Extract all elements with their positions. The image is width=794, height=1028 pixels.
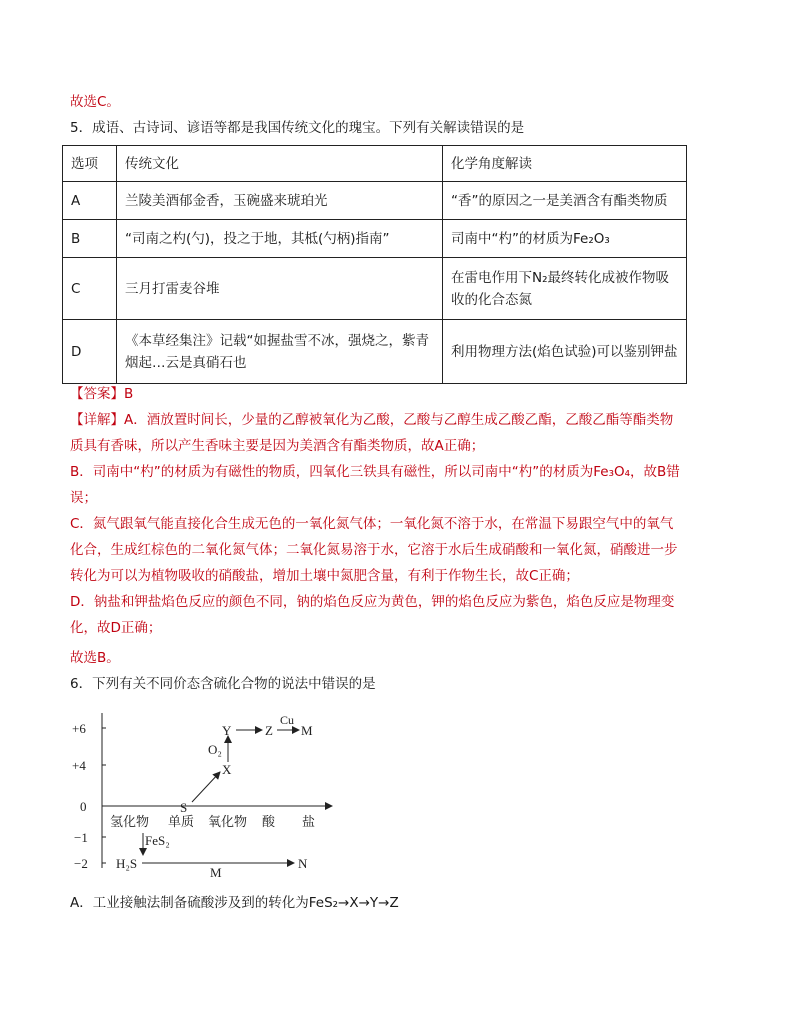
node-m-bottom: M bbox=[210, 865, 222, 880]
node-y: Y bbox=[222, 723, 232, 738]
detail-paragraph bbox=[70, 407, 682, 459]
arrow-s-to-x bbox=[192, 772, 220, 802]
y-tick-label: −1 bbox=[74, 830, 88, 845]
culture-cell: 《本草经集注》记载“如握盐雪不冰，强烧之，紫青烟起…云是真硝石也 bbox=[117, 320, 443, 384]
table-row bbox=[63, 320, 687, 384]
option-cell: D bbox=[63, 320, 117, 384]
edge-label-o2: O₂ bbox=[208, 742, 222, 757]
sulfur-valence-diagram bbox=[70, 708, 340, 880]
interpretation-cell: 利用物理方法(焰色试验)可以鉴别钾盐 bbox=[443, 320, 687, 384]
prev-conclusion: 故选C。 bbox=[70, 94, 120, 110]
q5-question: 5．成语、古诗词、谚语等都是我国传统文化的瑰宝。下列有关解读错误的是 bbox=[70, 120, 525, 136]
table-row bbox=[63, 182, 687, 220]
table-header-row bbox=[63, 146, 687, 182]
answer: 【答案】B bbox=[70, 386, 134, 402]
option-cell: B bbox=[63, 220, 117, 258]
interpretation-cell: “香”的原因之一是美酒含有酯类物质 bbox=[443, 182, 687, 220]
table-row bbox=[63, 258, 687, 320]
x-category-label: 氢化物 bbox=[110, 814, 150, 829]
q6-option-a: A．工业接触法制备硫酸涉及到的转化为FeS₂→X→Y→Z bbox=[70, 895, 399, 911]
x-category-label: 氧化物 bbox=[208, 814, 248, 829]
table-row bbox=[63, 220, 687, 258]
edge-label-cu: Cu bbox=[280, 713, 295, 727]
node-x: X bbox=[222, 762, 232, 777]
detail-tag: 【详解】 bbox=[70, 412, 124, 428]
y-tick-label: +6 bbox=[72, 721, 86, 736]
culture-cell: “司南之杓(勺)，投之于地，其柢(勺柄)指南” bbox=[117, 220, 443, 258]
detail-b: B．司南中“杓”的材质为有磁性的物质，四氧化三铁具有磁性，所以司南中“杓”的材质为Fe₃O₄，故B错误； bbox=[70, 464, 680, 506]
conclusion: 故选B。 bbox=[70, 650, 120, 666]
culture-cell: 三月打雷麦谷堆 bbox=[117, 258, 443, 320]
node-h2s: H₂S bbox=[116, 856, 138, 871]
header-cell: 传统文化 bbox=[117, 146, 443, 182]
x-category-label: 盐 bbox=[302, 814, 316, 829]
node-s: S bbox=[180, 800, 188, 815]
interpretation-cell: 在雷电作用下N₂最终转化成被作物吸收的化合态氮 bbox=[443, 258, 687, 320]
detail-c: C．氮气跟氧气能直接化合生成无色的一氧化氮气体；一氧化氮不溶于水，在常温下易跟空气中的氧气化合，生成红棕色的二氧化氮气体；二氧化氮易溶于水，它溶于水后生成硝酸和一氧化氮，硝酸进一步转化为可以为植物吸收的硝酸盐，增加土壤中氮肥含量，有利于作物生长，故C正确； bbox=[70, 516, 678, 584]
node-z: Z bbox=[265, 723, 273, 738]
option-cell: A bbox=[63, 182, 117, 220]
y-tick-label: 0 bbox=[80, 799, 87, 814]
x-category-label: 酸 bbox=[262, 814, 276, 829]
y-tick-label: −2 bbox=[74, 856, 88, 871]
option-cell: C bbox=[63, 258, 117, 320]
y-tick-label: +4 bbox=[72, 758, 86, 773]
detail-a: A．酒放置时间长，少量的乙醇被氧化为乙酸，乙酸与乙醇生成乙酸乙酯，乙酸乙酯等酯类物质具有香味，所以产生香味主要是因为美酒含有酯类物质，故A正确； bbox=[70, 412, 674, 454]
header-cell: 化学角度解读 bbox=[443, 146, 687, 182]
node-fes2: FeS₂ bbox=[145, 833, 170, 848]
culture-cell: 兰陵美酒郁金香，玉碗盛来琥珀光 bbox=[117, 182, 443, 220]
node-n: N bbox=[298, 856, 308, 871]
detail-d: D．钠盐和钾盐焰色反应的颜色不同，钠的焰色反应为黄色，钾的焰色反应为紫色，焰色反应是物理变化，故D正确； bbox=[70, 594, 675, 636]
x-category-label: 单质 bbox=[168, 814, 195, 829]
node-m-top: M bbox=[301, 723, 313, 738]
q5-table bbox=[62, 145, 687, 384]
header-cell: 选项 bbox=[63, 146, 117, 182]
q6-question: 6．下列有关不同价态含硫化合物的说法中错误的是 bbox=[70, 676, 376, 692]
interpretation-cell: 司南中“杓”的材质为Fe₂O₃ bbox=[443, 220, 687, 258]
